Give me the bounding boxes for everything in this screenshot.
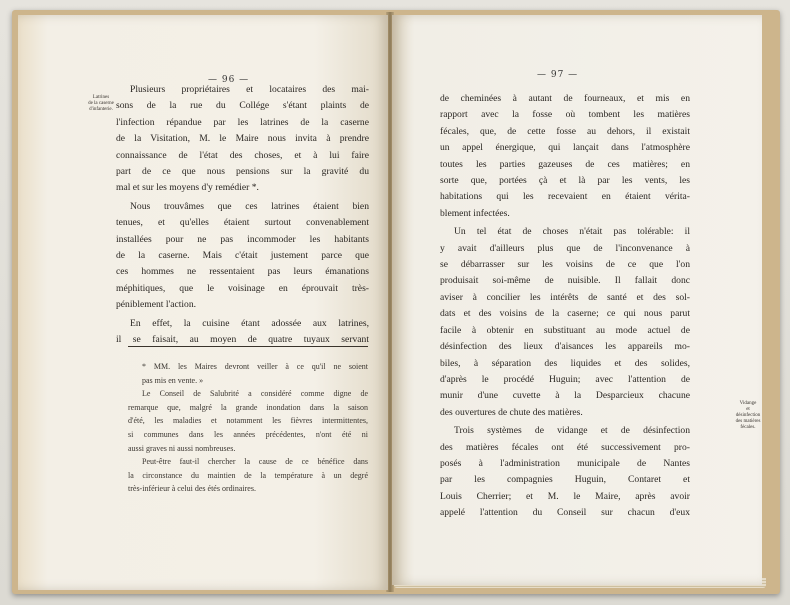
text-line: posés à l'administration municipale de Nantes [440,457,690,469]
footnote-line: * MM. les Maires devront veiller à ce qu'il ne soient [142,362,368,371]
text-line: sons de la rue du Collége s'étant plaints de [116,100,369,112]
footnote-rule [128,346,368,347]
body-text [116,82,369,349]
text-line: ces hommes ne ressentaient pas leurs émanations [116,266,369,278]
page-number: — 97 — [537,70,579,80]
page-number: — 96 — [208,75,250,85]
text-line: de la caserne. Mais c'était justement parce que [116,250,369,262]
footnote [128,360,368,496]
text-line: un appel énergique, qui lançait dans l'atmosphère [440,142,690,154]
text-line: Trois systèmes de vidange et de désinfection [454,425,690,437]
text-line: Louis Cherrier; et M. le Maire, après avoir [440,490,690,502]
text-line: sorte que, portées çà et là par les vents, les [440,175,690,187]
text-line: tenues, et qu'elles étaient surtout convenablement [116,217,369,229]
text-line: désinfection des lieux d'aisances les appareils mo- [440,341,690,353]
text-line: mal et sur les moyens d'y remédier *. [116,182,259,194]
margin-note: Latrines de la caserne d'infanterie. [88,95,114,112]
text-line: installées pour ne pas incommoder les habitants [116,233,369,245]
text-line: aviser à concilier les intérêts de santé et des sol- [440,291,690,303]
text-line: se débarrasser sur les voisins de ce que l'on [440,259,690,271]
text-line: appelé l'attention du Conseil sur chacun d'eux [440,507,690,519]
footnote-line: Peut-être faut-il chercher la cause de ce bénéfice dans [142,457,368,467]
text-line: toutes les parties gazeuses de ces matières; en [440,158,690,170]
text-line: part de ce que nous pensions sur la gravité du [116,166,369,178]
text-line: En effet, la cuisine étant adossée aux latrines, [130,317,369,329]
text-line: habitations qui les recevaient en étaient vérita- [440,191,690,203]
text-line: des ouvertures de chute des matières. [440,406,583,418]
footnote-line: Le Conseil de Salubrité a considéré comme digne de [142,389,368,399]
text-line: dats et des voisins de la caserne; ce qui nous parut [440,308,690,320]
footnote-line: remarque que, malgré la grande inondation dans la saison [128,402,368,412]
text-line: rapport avec la fosse où tombent les matières [440,109,690,121]
footnote-line: d'été, les maladies et notamment les fièvres intermittentes, [128,416,368,426]
text-line: fécales, que, de cette fosse au dehors, il existait [440,125,690,137]
text-line: l'infection répandue par les latrines de la caserne [116,116,369,128]
text-line: munir d'une cuvette à la Desparcieux chacune [440,390,690,402]
text-line: biles, à séparation des liquides et des solides, [440,357,690,369]
right-page [392,15,762,585]
footnote-line: aussi graves ni aussi nombreuses. [128,443,236,453]
text-line: y avait d'ailleurs plus que de l'inconvenance à [440,242,690,254]
margin-note: Vidange et désinfection des matières fécales. [735,401,761,430]
text-line: des matières fécales ont été successivement pro- [440,441,690,453]
text-line: péniblement l'action. [116,299,197,311]
text-line: Plusieurs propriétaires et locataires des mai- [130,84,369,95]
text-line: d'après le procédé Huguin; avec l'attention de [440,373,690,385]
text-line: méphitiques, que le voisinage en éprouvait très- [116,282,369,294]
text-line: de cheminées à autant de fourneaux, et mis en [440,93,690,104]
text-line: facile à obtenir en substituant au mode actuel de [440,324,690,336]
text-line: connaissance de l'état des choses, et à lui faire [116,149,369,161]
footnote-line: si communes dans les années précédentes, n'ont été ni [128,429,368,439]
left-page [18,15,388,590]
footnote-line: pas mis en vente. » [142,375,204,385]
text-line: Un tel état de choses n'était pas tolérable: il [454,226,690,238]
text-line: de la Visitation, M. le Maire nous invita à prendre [116,133,369,145]
footnote-line: très-inférieur à celui des étés ordinaires. [128,484,256,494]
text-line: Nous trouvâmes que ces latrines étaient bien [130,200,369,212]
text-line: blement infectées. [440,207,510,219]
text-line: il se faisait, au moyen de quatre tuyaux servant [116,334,369,346]
text-line: produisait soi-même de nuisible. Il fallait donc [440,275,690,287]
text-line: par les compagnies Huguin, Contaret et [440,474,690,486]
footnote-line: la circonstance du maintien de la température à un degré [128,470,368,480]
body-text [440,91,690,522]
